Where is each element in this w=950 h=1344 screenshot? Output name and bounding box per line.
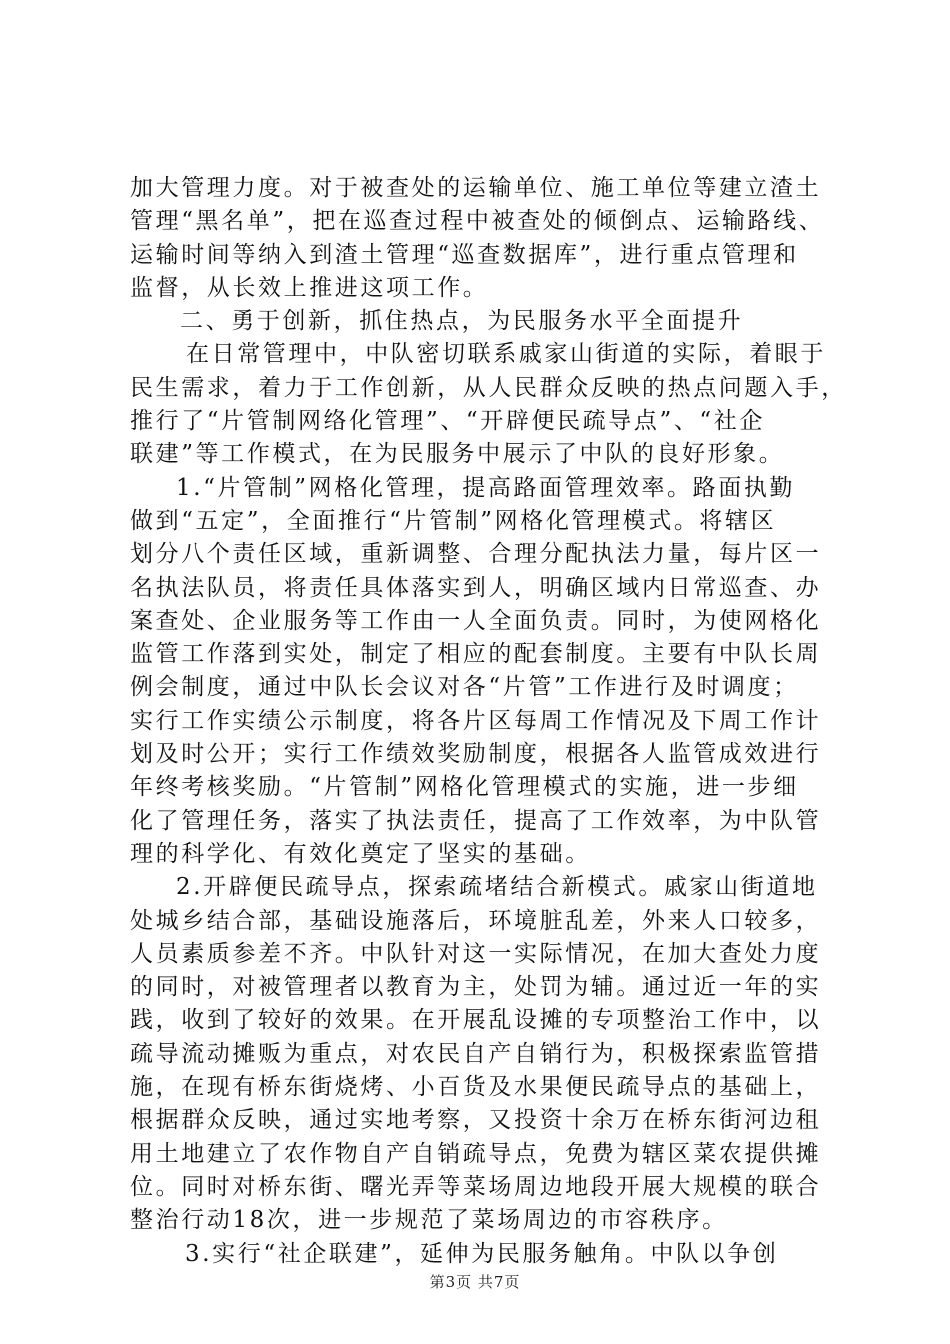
text-line: 的同时，对被管理者以教育为主，处罚为辅。通过近一年的实 bbox=[130, 974, 822, 1001]
body-text bbox=[130, 172, 847, 1271]
text-line: 推行了“片管制网络化管理”、“开辟便民疏导点”、“社企 bbox=[130, 408, 765, 435]
text-line: 施，在现有桥东街烧烤、小百货及水果便民疏导点的基础上， bbox=[130, 1074, 822, 1101]
text-line: 划及时公开；实行工作绩效奖励制度，根据各人监管成效进行 bbox=[130, 741, 822, 768]
text-line: 加大管理力度。对于被查处的运输单位、施工单位等建立渣土 bbox=[130, 175, 822, 201]
text-line: 案查处、企业服务等工作由一人全面负责。同时，为使网格化 bbox=[130, 607, 822, 634]
text-line: 用土地建立了农作物自产自销疏导点，免费为辖区菜农提供摊 bbox=[130, 1140, 822, 1167]
section-heading: 二、勇于创新，抓住热点，为民服务水平全面提升 bbox=[180, 308, 744, 335]
text-line: 3.实行“社企联建”，延伸为民服务触角。中队以争创 bbox=[185, 1240, 779, 1267]
text-line: 监督，从长效上推进这项工作。 bbox=[130, 274, 489, 301]
text-line: 化了管理任务，落实了执法责任，提高了工作效率，为中队管 bbox=[130, 807, 822, 834]
text-line: 2.开辟便民疏导点，探索疏堵结合新模式。戚家山街道地 bbox=[176, 874, 818, 901]
text-line: 监管工作落到实处，制定了相应的配套制度。主要有中队长周 bbox=[130, 641, 822, 668]
text-line: 例会制度，通过中队长会议对各“片管”工作进行及时调度； bbox=[130, 674, 799, 701]
text-line: 1.“片管制”网格化管理，提高路面管理效率。路面执勤 bbox=[176, 474, 796, 501]
text-line: 整治行动18次，进一步规范了菜场周边的市容秩序。 bbox=[130, 1207, 728, 1234]
text-line: 在日常管理中，中队密切联系戚家山街道的实际，着眼于 bbox=[186, 341, 826, 368]
text-line: 做到“五定”，全面推行“片管制”网格化管理模式。将辖区 bbox=[130, 507, 777, 534]
text-line: 管理“黑名单”，把在巡查过程中被查处的倾倒点、运输路线、 bbox=[130, 208, 825, 235]
text-line: 民生需求，着力于工作创新，从人民群众反映的热点问题入手， bbox=[130, 374, 847, 401]
text-line: 联建”等工作模式，在为民服务中展示了中队的良好形象。 bbox=[130, 441, 785, 468]
text-line: 位。同时对桥东街、曙光弄等菜场周边地段开展大规模的联合 bbox=[130, 1173, 822, 1200]
text-line: 年终考核奖励。“片管制”网格化管理模式的实施，进一步细 bbox=[130, 774, 799, 801]
text-line: 疏导流动摊贩为重点，对农民自产自销行为，积极探索监管措 bbox=[130, 1040, 822, 1067]
text-line: 划分八个责任区域，重新调整、合理分配执法力量，每片区一 bbox=[130, 541, 822, 568]
text-line: 根据群众反映，通过实地考察，又投资十余万在桥东街河边租 bbox=[130, 1107, 822, 1134]
text-line: 人员素质参差不齐。中队针对这一实际情况，在加大查处力度 bbox=[130, 940, 822, 967]
text-line: 运输时间等纳入到渣土管理“巡查数据库”，进行重点管理和 bbox=[130, 241, 799, 268]
text-line: 践，收到了较好的效果。在开展乱设摊的专项整治工作中，以 bbox=[130, 1007, 822, 1034]
text-line: 实行工作实绩公示制度，将各片区每周工作情况及下周工作计 bbox=[130, 707, 822, 734]
page-number-footer: 第3页 共7页 bbox=[429, 1273, 521, 1291]
text-line: 名执法队员，将责任具体落实到人，明确区域内日常巡查、办 bbox=[130, 574, 822, 601]
text-line: 理的科学化、有效化奠定了坚实的基础。 bbox=[130, 840, 591, 867]
text-line: 处城乡结合部，基础设施落后，环境脏乱差，外来人口较多， bbox=[130, 907, 822, 934]
